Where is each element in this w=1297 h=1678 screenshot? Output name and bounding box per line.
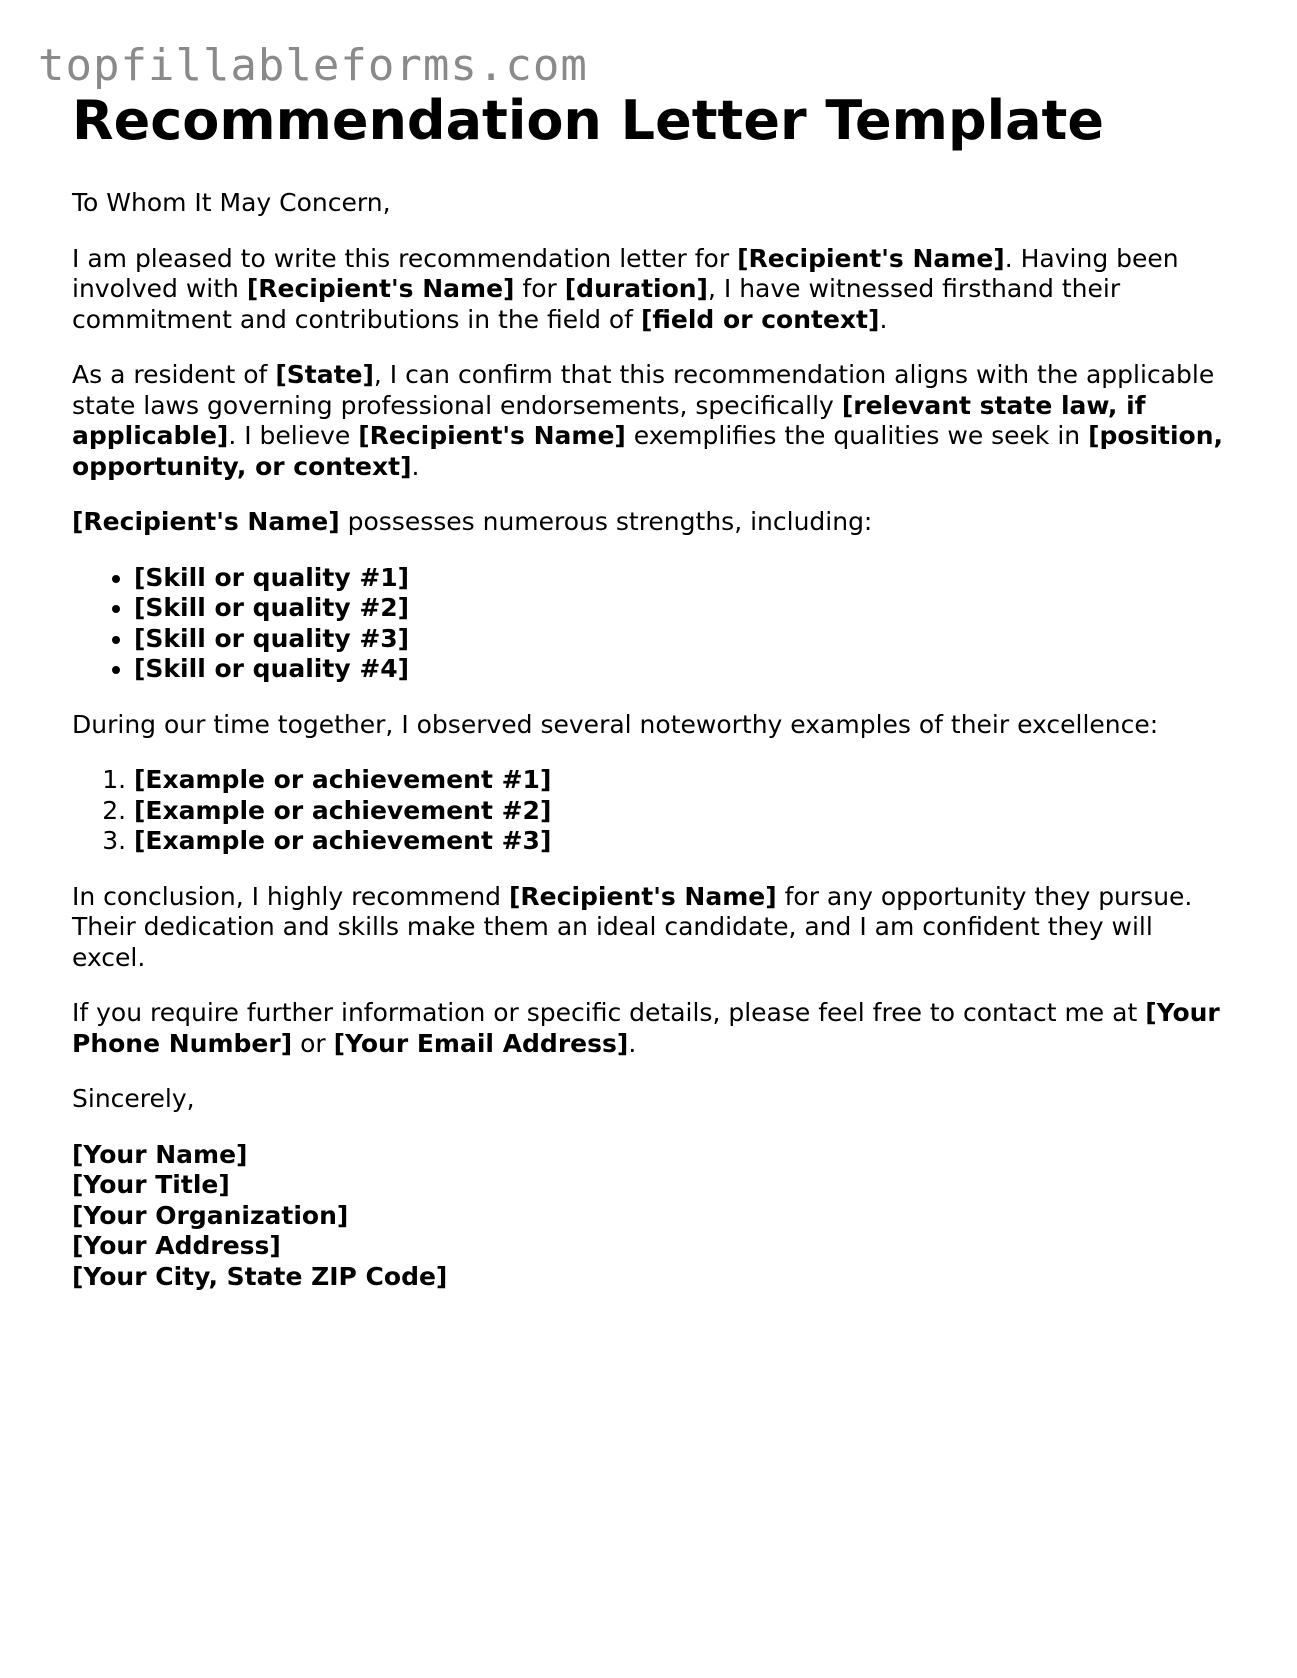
strengths-intro	[72, 507, 1232, 538]
conclusion-text-2: for any opportunity they pursue. Their dedication and skills make them an ideal candidate, and I am confident they will excel.	[72, 881, 1193, 972]
signature-organization: [Your Organization]	[72, 1200, 349, 1230]
field-placeholder: [field or context]	[640, 304, 880, 334]
page-title: Recommendation Letter Template	[72, 89, 1104, 152]
signature-title: [Your Title]	[72, 1170, 230, 1199]
recipient-name-placeholder: [Recipient's Name]	[737, 243, 1005, 273]
skill-item: • [Skill or quality #1]	[134, 563, 1232, 594]
skill-item: • [Skill or quality #2]	[134, 593, 1232, 624]
recipient-name-placeholder: [Recipient's Name]	[72, 507, 340, 536]
contact-text-3: .	[628, 1028, 637, 1058]
example-item: 3. [Example or achievement #3]	[134, 826, 1232, 857]
greeting: To Whom It May Concern,	[72, 188, 391, 217]
intro-text-3: for	[514, 274, 565, 303]
phone-placeholder: [Your Phone Number]	[72, 998, 1220, 1058]
state-paragraph	[72, 360, 1232, 482]
signature-city: [Your City, State ZIP Code]	[72, 1261, 448, 1291]
contact-paragraph	[72, 998, 1232, 1059]
recipient-name-placeholder: [Recipient's Name]	[509, 881, 777, 911]
intro-paragraph	[72, 244, 1232, 336]
signature-block	[72, 1140, 1232, 1293]
strengths-text: possesses numerous strengths, including:	[339, 507, 873, 536]
conclusion-paragraph	[72, 882, 1232, 974]
skill-item: • [Skill or quality #4]	[134, 654, 1232, 685]
letter-page	[72, 88, 1232, 1292]
contact-text-1: If you require further information or specific details, please feel free to contact me at	[72, 998, 1146, 1027]
intro-text-2: . Having been involved with	[72, 243, 1179, 303]
state-text-2: , I can confirm that this recommendation aligns with the applicable state laws governing professional endorsements, specifically	[72, 360, 1215, 420]
state-text-4: exemplifies the qualities we seek in	[625, 421, 1089, 450]
intro-text-1: I am pleased to write this recommendation letter for	[72, 243, 738, 273]
conclusion-text-1: In conclusion, I highly recommend	[72, 881, 509, 911]
state-placeholder: [State]	[275, 360, 374, 389]
skills-list	[72, 563, 1232, 685]
examples-intro: During our time together, I observed several noteworthy examples of their excellence:	[72, 709, 1159, 739]
intro-text-5: .	[879, 304, 888, 334]
email-placeholder: [Your Email Address]	[333, 1028, 629, 1058]
intro-text-4: , I have witnessed firsthand their commitment and contributions in the field of	[72, 274, 1121, 334]
duration-placeholder: [duration]	[564, 274, 708, 303]
watermark: topfillableforms.com	[38, 40, 588, 91]
examples-list	[72, 765, 1232, 857]
state-text-5: .	[411, 451, 420, 481]
example-item: 2. [Example or achievement #2]	[134, 796, 1232, 827]
state-text-1: As a resident of	[72, 360, 276, 389]
recipient-name-placeholder: [Recipient's Name]	[246, 274, 515, 303]
position-placeholder: [position, opportunity, or context]	[72, 421, 1224, 481]
recipient-name-placeholder: [Recipient's Name]	[358, 421, 626, 450]
state-text-3: . I believe	[228, 421, 359, 450]
contact-text-2: or	[292, 1028, 334, 1058]
state-law-placeholder: [relevant state law, if applicable]	[72, 390, 1146, 450]
example-item: 1. [Example or achievement #1]	[134, 765, 1232, 796]
signature-address: [Your Address]	[72, 1231, 281, 1260]
signature-name: [Your Name]	[72, 1139, 248, 1169]
skill-item: • [Skill or quality #3]	[134, 624, 1232, 655]
closing: Sincerely,	[72, 1084, 195, 1113]
